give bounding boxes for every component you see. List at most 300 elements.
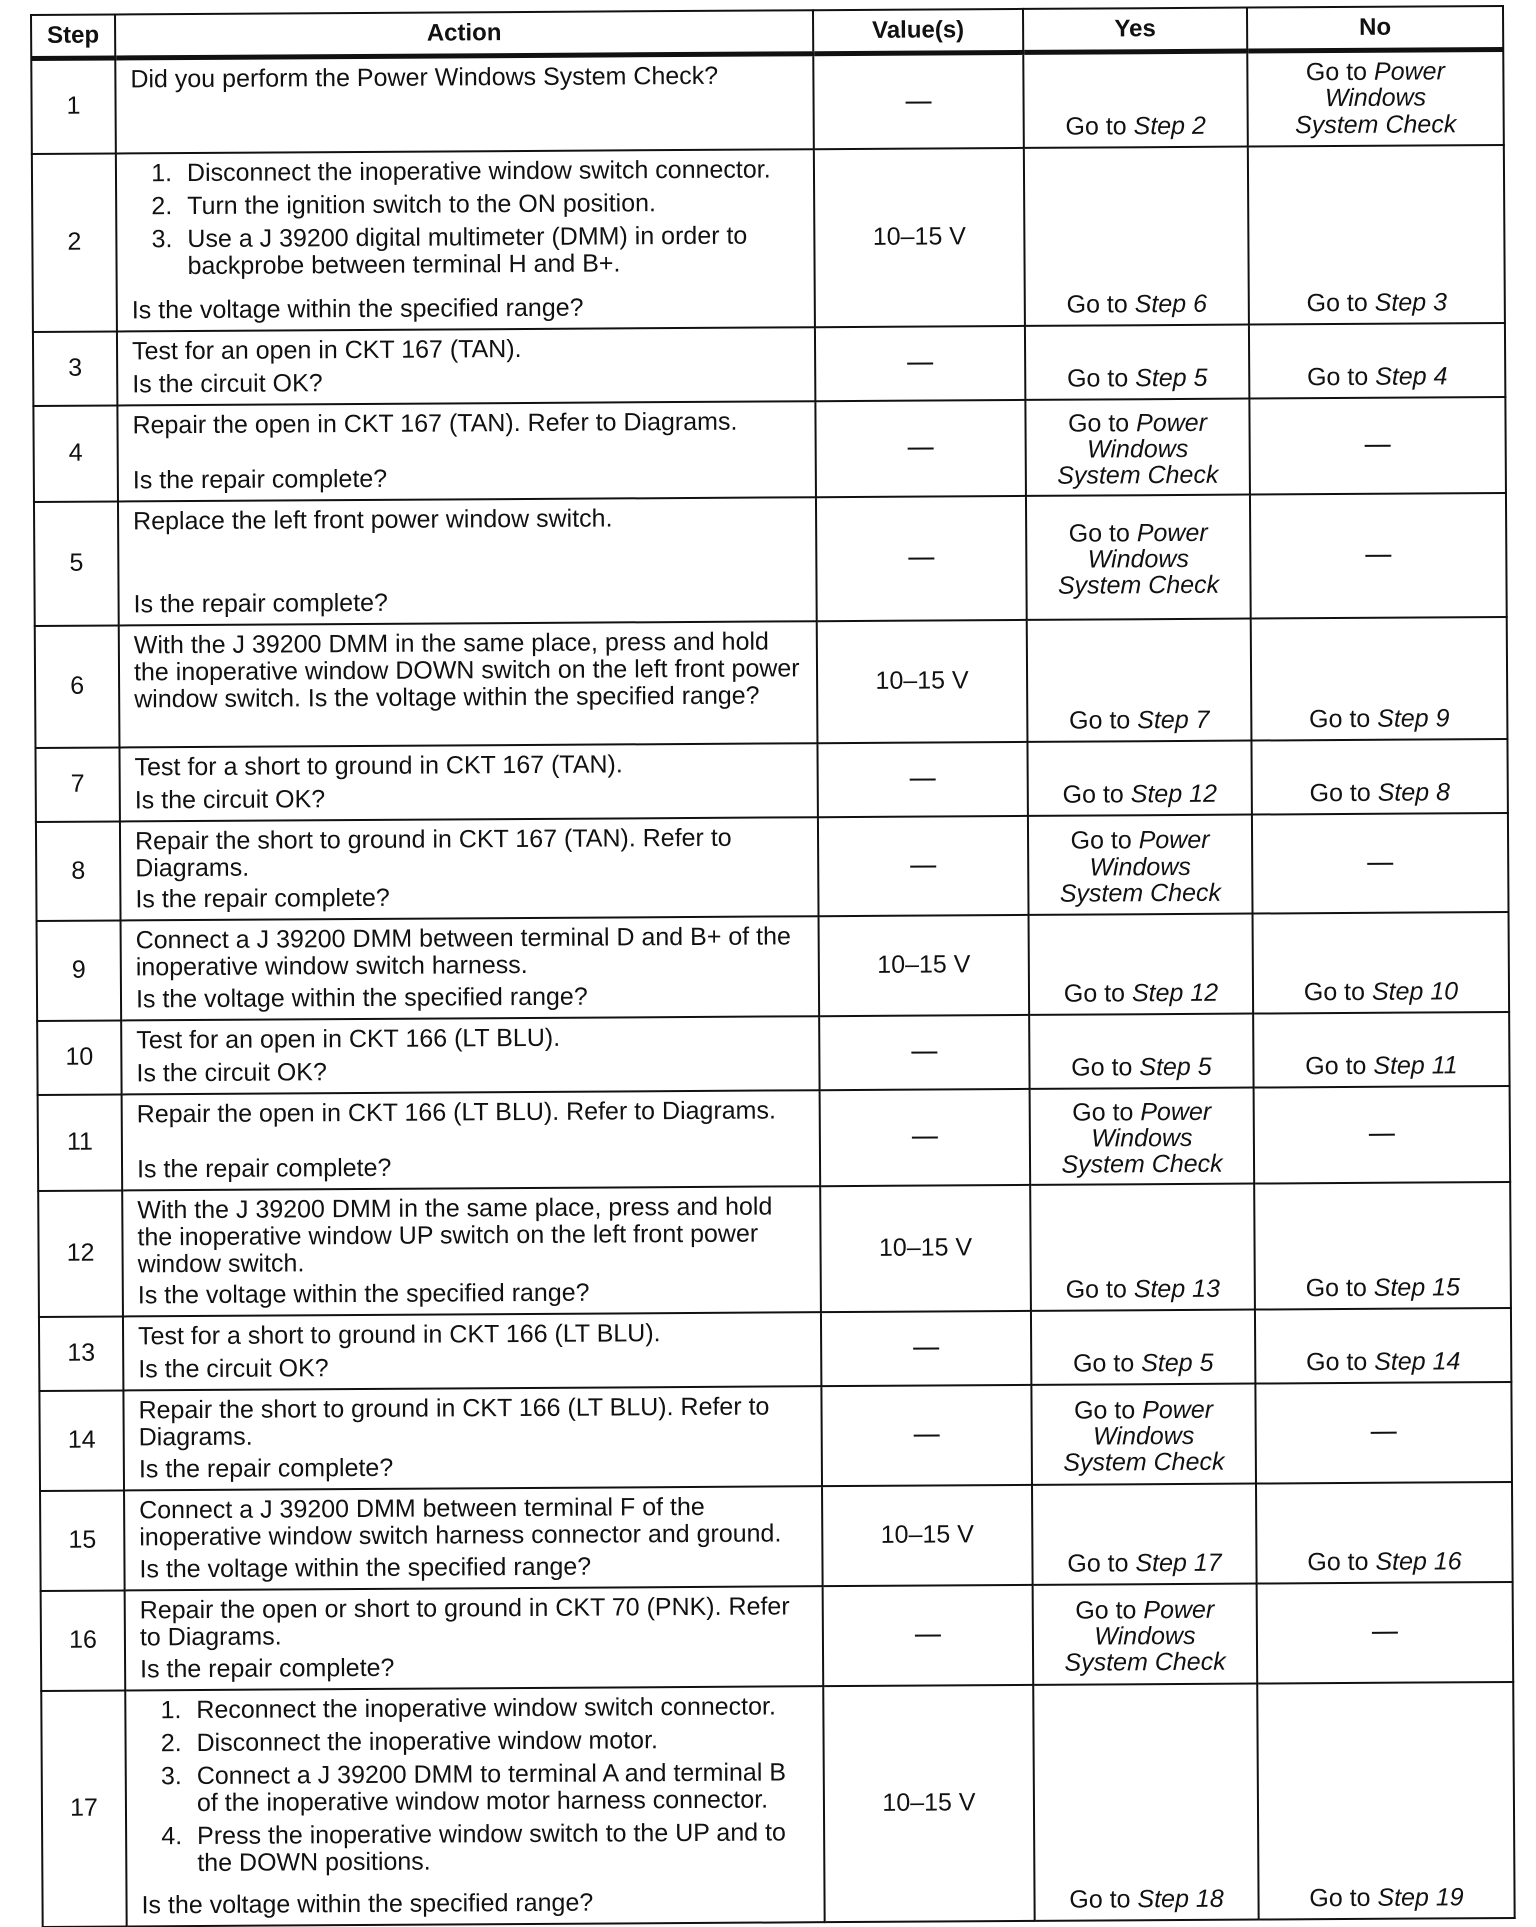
goto-prefix: Go to — [1071, 1052, 1133, 1082]
action-cell — [116, 149, 815, 331]
yes-goto-link[interactable] — [1055, 827, 1225, 907]
action-content — [139, 1493, 810, 1583]
table-row — [33, 322, 1505, 405]
goto-prefix: Go to — [1072, 1348, 1135, 1378]
no-goto-link[interactable] — [1309, 1883, 1463, 1912]
no-cell — [1249, 396, 1506, 494]
value-cell — [822, 1484, 1033, 1585]
goto-target: Power Windows System Check — [1295, 57, 1457, 139]
action-content — [132, 334, 802, 398]
step-number — [38, 1094, 123, 1191]
action-content — [135, 824, 806, 913]
action-question: Is the voltage within the specified range? — [135, 982, 588, 1013]
goto-prefix: Go to — [1309, 704, 1371, 733]
table-row — [31, 50, 1504, 154]
goto-target: Power Windows System Check — [1057, 518, 1220, 600]
yes-goto-link[interactable] — [1067, 289, 1208, 318]
goto-target: Step 8 — [1377, 777, 1451, 807]
action-body — [140, 1593, 810, 1651]
value-range: 10–15 V — [880, 1520, 974, 1549]
action-body — [133, 504, 803, 535]
step-label: 12 — [66, 1238, 95, 1267]
no-cell — [1247, 50, 1504, 147]
table-row — [35, 616, 1508, 747]
step-label: 13 — [67, 1338, 96, 1367]
yes-goto-link[interactable] — [1069, 1884, 1223, 1913]
step-label: 6 — [70, 671, 85, 700]
action-cell — [122, 1186, 821, 1316]
action-text: Test for a short to ground in CKT 167 (TAN). — [134, 749, 623, 781]
table-row — [40, 1481, 1513, 1590]
step-number — [39, 1316, 123, 1391]
step-number — [33, 405, 118, 502]
action-cell — [117, 401, 816, 501]
goto-prefix: Go to — [1073, 1396, 1136, 1425]
action-cell — [123, 1386, 822, 1490]
goto-target: Step 11 — [1373, 1050, 1458, 1080]
step-number — [38, 1190, 123, 1317]
dash-icon — [908, 558, 934, 560]
table-row — [41, 1581, 1514, 1690]
step-number — [35, 625, 120, 748]
dash-icon — [1365, 445, 1391, 447]
goto-target: Power Windows System Check — [1061, 1097, 1223, 1179]
goto-prefix: Go to — [1066, 363, 1129, 393]
dash-icon — [912, 1137, 938, 1139]
action-body — [134, 628, 804, 713]
value-range: 10–15 V — [882, 1788, 976, 1817]
action-content — [133, 504, 804, 618]
goto-target: Step 5 — [1135, 363, 1208, 392]
value-cell — [815, 325, 1025, 400]
yes-cell — [1027, 618, 1252, 741]
action-cell — [119, 743, 817, 821]
step-number — [37, 920, 122, 1021]
yes-goto-link[interactable] — [1066, 1274, 1220, 1303]
goto-prefix: Go to — [1309, 778, 1371, 807]
yes-cell — [1031, 1309, 1255, 1384]
step-label: 8 — [71, 856, 86, 885]
action-text: Repair the open in CKT 167 (TAN). Refer to Diagrams. — [132, 407, 738, 439]
dash-icon — [907, 363, 933, 365]
goto-target: Step 10 — [1371, 976, 1459, 1006]
action-step-list — [131, 156, 802, 280]
action-content — [140, 1593, 811, 1683]
step-label: 14 — [67, 1425, 96, 1454]
action-content — [140, 1693, 811, 1919]
goto-target: Step 5 — [1139, 1052, 1212, 1081]
no-goto-link[interactable] — [1305, 1051, 1458, 1080]
yes-goto-link[interactable] — [1073, 1348, 1214, 1377]
action-cell — [119, 621, 818, 747]
action-question: Is the voltage within the specified range? — [139, 1552, 592, 1583]
yes-cell — [1033, 1583, 1258, 1684]
table-row — [41, 1681, 1514, 1926]
dash-icon — [1369, 1134, 1395, 1136]
action-step-item: 3. Connect a J 39200 DMM to terminal A and terminal B of the inoperative window motor harness connector. — [189, 1759, 811, 1817]
step-label: 7 — [70, 769, 85, 798]
goto-prefix: Go to — [1306, 288, 1368, 317]
action-question: Is the circuit OK? — [136, 1057, 327, 1087]
action-step-item: 2. Disconnect the inoperative window motor. — [188, 1726, 810, 1757]
value-range: 10–15 V — [878, 1233, 973, 1262]
dash-icon — [915, 1635, 941, 1637]
step-label: 17 — [69, 1793, 98, 1822]
table-body — [31, 50, 1514, 1927]
yes-goto-link[interactable] — [1064, 978, 1218, 1007]
action-question: Is the voltage within the specified range? — [131, 293, 584, 324]
value-cell — [816, 495, 1027, 620]
goto-prefix: Go to — [1305, 1273, 1367, 1302]
no-goto-link[interactable] — [1307, 1547, 1461, 1576]
dash-icon — [1367, 863, 1393, 865]
action-text: Repair the short to ground in CKT 166 (LT BLU). Refer to Diagrams. — [138, 1392, 770, 1451]
action-cell — [120, 817, 819, 920]
goto-target: Step 9 — [1377, 703, 1450, 733]
action-question: Is the repair complete? — [140, 1653, 395, 1683]
action-cell — [118, 497, 817, 625]
step-label: 5 — [69, 548, 84, 577]
action-content — [138, 1393, 809, 1483]
goto-target: Step 19 — [1377, 1882, 1464, 1912]
step-number — [35, 747, 119, 822]
goto-prefix: Go to — [1307, 1547, 1369, 1576]
action-question: Is the repair complete? — [136, 1153, 392, 1183]
action-content — [136, 1023, 806, 1087]
yes-goto-link[interactable] — [1063, 779, 1217, 808]
step-number — [39, 1390, 124, 1491]
yes-goto-link[interactable] — [1057, 1098, 1227, 1178]
yes-cell — [1029, 1013, 1253, 1088]
dash-icon — [913, 1348, 939, 1350]
yes-cell — [1024, 146, 1249, 325]
action-cell — [115, 54, 814, 153]
action-question: Is the voltage within the specified range? — [137, 1278, 590, 1309]
action-text: Test for an open in CKT 167 (TAN). — [131, 334, 522, 365]
no-cell — [1248, 144, 1505, 324]
action-cell — [122, 1090, 821, 1190]
goto-target: Power Windows System Check — [1064, 1595, 1226, 1677]
table-row — [39, 1307, 1511, 1390]
table-row — [34, 492, 1507, 625]
action-content — [136, 923, 807, 1013]
value-cell — [819, 1014, 1029, 1089]
step-label: 2 — [67, 227, 82, 256]
action-question: Is the repair complete? — [133, 588, 388, 618]
no-goto-link[interactable] — [1306, 1273, 1460, 1302]
action-question: Is the circuit OK? — [132, 368, 323, 398]
action-cell — [124, 1486, 823, 1590]
goto-target: Step 18 — [1137, 1884, 1224, 1913]
action-body — [135, 750, 805, 781]
action-text: With the J 39200 DMM in the same place, press and hold the inoperative window UP switch on the left front power window switch. — [137, 1191, 773, 1278]
step-number — [36, 821, 121, 921]
action-body — [139, 1493, 809, 1551]
value-cell — [815, 399, 1026, 496]
value-cell — [817, 619, 1028, 742]
action-body — [132, 408, 802, 439]
yes-cell — [1033, 1683, 1258, 1920]
dash-icon — [910, 779, 936, 781]
dash-icon — [908, 448, 934, 450]
value-range: 10–15 V — [872, 222, 967, 251]
action-body — [137, 1097, 807, 1128]
no-cell — [1251, 616, 1508, 740]
goto-target: Step 15 — [1373, 1272, 1461, 1302]
yes-cell — [1031, 1383, 1256, 1484]
goto-prefix: Go to — [1075, 1596, 1137, 1625]
no-cell — [1253, 1011, 1509, 1087]
no-goto-link[interactable] — [1306, 1347, 1460, 1376]
value-cell — [814, 147, 1025, 326]
step-label: 15 — [68, 1525, 97, 1554]
action-text: Repair the open in CKT 166 (LT BLU). Refer to Diagrams. — [136, 1095, 776, 1128]
action-body — [140, 1693, 811, 1883]
no-goto-link[interactable] — [1290, 58, 1460, 138]
dash-icon — [1372, 1632, 1398, 1634]
goto-prefix: Go to — [1068, 519, 1130, 548]
no-cell — [1257, 1581, 1514, 1683]
no-cell — [1255, 1307, 1511, 1383]
header-yes: Yes — [1023, 8, 1247, 53]
header-values: Value(s) — [813, 9, 1023, 54]
table-row — [35, 738, 1507, 821]
goto-target: Step 7 — [1137, 705, 1210, 734]
action-cell — [121, 1016, 819, 1094]
goto-prefix: Go to — [1067, 409, 1130, 438]
action-step-item: 1. Disconnect the inoperative window switch connector. — [179, 156, 801, 187]
yes-goto-link[interactable] — [1071, 1052, 1212, 1081]
action-cell — [125, 1686, 824, 1926]
goto-prefix: Go to — [1070, 826, 1132, 855]
yes-goto-link[interactable] — [1067, 1548, 1221, 1577]
yes-goto-link[interactable] — [1060, 1596, 1230, 1676]
value-range: 10–15 V — [877, 950, 971, 979]
diagnostic-table-sheet — [30, 5, 1514, 1927]
step-number — [41, 1690, 126, 1927]
action-body — [137, 1193, 807, 1278]
goto-prefix: Go to — [1066, 289, 1128, 319]
yes-goto-link[interactable] — [1052, 409, 1222, 489]
step-number — [34, 501, 119, 626]
no-cell — [1253, 911, 1510, 1013]
goto-prefix: Go to — [1305, 1051, 1367, 1080]
yes-cell — [1030, 1183, 1255, 1310]
dash-icon — [1365, 555, 1391, 557]
yes-cell — [1026, 494, 1251, 619]
yes-cell — [1032, 1483, 1257, 1584]
value-cell — [817, 741, 1027, 816]
step-number — [32, 153, 117, 332]
goto-target: Step 5 — [1141, 1348, 1214, 1377]
no-cell — [1254, 1085, 1511, 1183]
yes-goto-link[interactable] — [1058, 1396, 1228, 1476]
action-body — [136, 1023, 806, 1054]
goto-target: Step 12 — [1131, 978, 1219, 1007]
value-cell — [820, 1184, 1031, 1311]
goto-target: Step 4 — [1375, 361, 1448, 391]
yes-cell — [1029, 913, 1254, 1014]
value-cell — [823, 1584, 1034, 1685]
goto-prefix: Go to — [1305, 57, 1368, 87]
table-row — [37, 1011, 1509, 1094]
header-action: Action — [115, 10, 813, 58]
action-step-item: 3. Use a J 39200 digital multimeter (DMM) in order to backprobe between terminal H and B+. — [179, 222, 801, 280]
header-step: Step — [31, 14, 115, 58]
step-label: 9 — [71, 955, 86, 984]
step-number — [40, 1490, 125, 1591]
goto-prefix: Go to — [1065, 111, 1127, 141]
step-number — [41, 1590, 126, 1691]
no-goto-link[interactable] — [1309, 778, 1450, 807]
goto-target: Power Windows System Check — [1057, 408, 1219, 490]
action-content — [135, 750, 805, 814]
goto-prefix: Go to — [1072, 1098, 1134, 1127]
step-label: 4 — [68, 438, 83, 467]
goto-prefix: Go to — [1069, 705, 1131, 735]
goto-target: Step 3 — [1374, 287, 1448, 317]
action-body — [136, 923, 806, 981]
no-goto-link[interactable] — [1307, 362, 1448, 391]
action-content — [130, 62, 800, 146]
value-cell — [818, 815, 1029, 915]
action-question: Is the voltage within the specified range? — [141, 1888, 594, 1919]
no-goto-link[interactable] — [1306, 288, 1447, 317]
value-cell — [819, 914, 1030, 1015]
goto-target: Power Windows System Check — [1063, 1395, 1225, 1477]
action-content — [138, 1319, 808, 1383]
action-text: Replace the left front power window switch. — [133, 503, 613, 535]
action-question: Is the repair complete? — [132, 464, 388, 494]
action-text: With the J 39200 DMM in the same place, press and hold the inoperative window DOWN switch on the left front power window switch. Is the voltage within the specified range? — [133, 626, 800, 713]
dash-icon — [911, 1052, 937, 1054]
table-row — [38, 1181, 1511, 1316]
action-cell — [121, 916, 820, 1020]
table-row — [36, 812, 1509, 920]
header-no: No — [1247, 6, 1503, 51]
table-row — [38, 1085, 1511, 1190]
yes-goto-link[interactable] — [1065, 111, 1206, 140]
step-label: 11 — [66, 1127, 93, 1156]
dash-icon — [906, 101, 932, 103]
no-cell — [1257, 1681, 1514, 1919]
action-cell — [125, 1586, 824, 1690]
action-content — [131, 156, 802, 324]
value-cell — [821, 1384, 1032, 1485]
yes-goto-link[interactable] — [1069, 705, 1210, 734]
action-cell — [123, 1312, 821, 1390]
no-cell — [1255, 1381, 1512, 1483]
goto-target: Power Windows System Check — [1059, 826, 1222, 908]
diagnostic-table — [30, 5, 1516, 1927]
table-row — [37, 911, 1510, 1020]
goto-target: Step 6 — [1134, 289, 1208, 318]
action-question: Is the repair complete? — [138, 1453, 394, 1483]
action-text: Test for an open in CKT 166 (LT BLU). — [136, 1023, 561, 1054]
action-question: Is the circuit OK? — [138, 1353, 329, 1383]
no-cell — [1251, 738, 1507, 814]
goto-target: Step 13 — [1133, 1274, 1221, 1303]
step-number — [37, 1020, 121, 1095]
no-cell — [1252, 812, 1509, 913]
step-label: 10 — [65, 1042, 94, 1071]
action-body — [131, 156, 802, 286]
table-row — [39, 1381, 1512, 1490]
goto-prefix: Go to — [1306, 1347, 1368, 1376]
goto-target: Step 17 — [1135, 1548, 1222, 1577]
goto-target: Step 16 — [1375, 1546, 1462, 1576]
action-content — [137, 1193, 808, 1309]
action-text: Did you perform the Power Windows System Check? — [130, 61, 719, 94]
no-goto-link[interactable] — [1304, 977, 1458, 1006]
action-text: Repair the short to ground in CKT 167 (TAN). Refer to Diagrams. — [134, 823, 732, 882]
value-cell — [820, 1088, 1031, 1185]
goto-prefix: Go to — [1063, 978, 1126, 1008]
dash-icon — [910, 865, 936, 867]
dash-icon — [1371, 1432, 1397, 1434]
no-cell — [1256, 1481, 1513, 1583]
step-label: 16 — [68, 1625, 97, 1654]
action-body — [138, 1319, 808, 1350]
table-row — [33, 396, 1506, 501]
no-cell — [1254, 1181, 1511, 1309]
action-body — [135, 824, 805, 882]
step-label: 1 — [66, 91, 81, 121]
action-body — [130, 62, 800, 93]
goto-prefix: Go to — [1306, 362, 1369, 391]
action-text: Connect a J 39200 DMM between terminal F of the inoperative window switch harness connector and ground. — [139, 1492, 782, 1551]
action-body — [138, 1393, 808, 1451]
no-cell — [1250, 492, 1507, 618]
step-number — [31, 58, 116, 154]
action-step-item: 4. Press the inoperative window switch to the UP and to the DOWN positions. — [189, 1819, 811, 1877]
yes-cell — [1027, 740, 1251, 815]
yes-cell — [1030, 1087, 1255, 1184]
goto-target: Step 12 — [1130, 779, 1218, 808]
step-label: 3 — [68, 353, 83, 382]
action-question: Is the circuit OK? — [134, 784, 326, 814]
action-text: Repair the open or short to ground in CKT 70 (PNK). Refer to Diagrams. — [139, 1591, 790, 1651]
goto-prefix: Go to — [1069, 1884, 1131, 1914]
action-content — [134, 628, 805, 740]
action-step-list — [140, 1693, 811, 1877]
yes-cell — [1025, 398, 1250, 495]
action-body — [132, 334, 802, 365]
action-cell — [117, 327, 815, 405]
goto-prefix: Go to — [1065, 1274, 1127, 1304]
value-cell — [823, 1684, 1034, 1921]
yes-cell — [1025, 324, 1249, 399]
value-cell — [813, 52, 1024, 148]
action-content — [132, 408, 802, 494]
action-content — [137, 1097, 807, 1183]
value-range: 10–15 V — [875, 666, 969, 695]
yes-cell — [1028, 814, 1253, 914]
step-number — [33, 331, 117, 406]
no-goto-link[interactable] — [1309, 704, 1450, 733]
yes-goto-link[interactable] — [1067, 363, 1208, 392]
no-cell — [1249, 322, 1505, 398]
goto-target: Step 14 — [1374, 1346, 1461, 1376]
goto-prefix: Go to — [1067, 1548, 1129, 1578]
goto-prefix: Go to — [1303, 977, 1366, 1006]
yes-goto-link[interactable] — [1053, 519, 1223, 599]
yes-cell — [1023, 51, 1248, 147]
value-cell — [821, 1310, 1031, 1385]
action-step-item: 2. Turn the ignition switch to the ON position. — [179, 189, 801, 220]
dash-icon — [914, 1435, 940, 1437]
action-text: Test for a short to ground in CKT 166 (LT BLU). — [137, 1318, 661, 1350]
